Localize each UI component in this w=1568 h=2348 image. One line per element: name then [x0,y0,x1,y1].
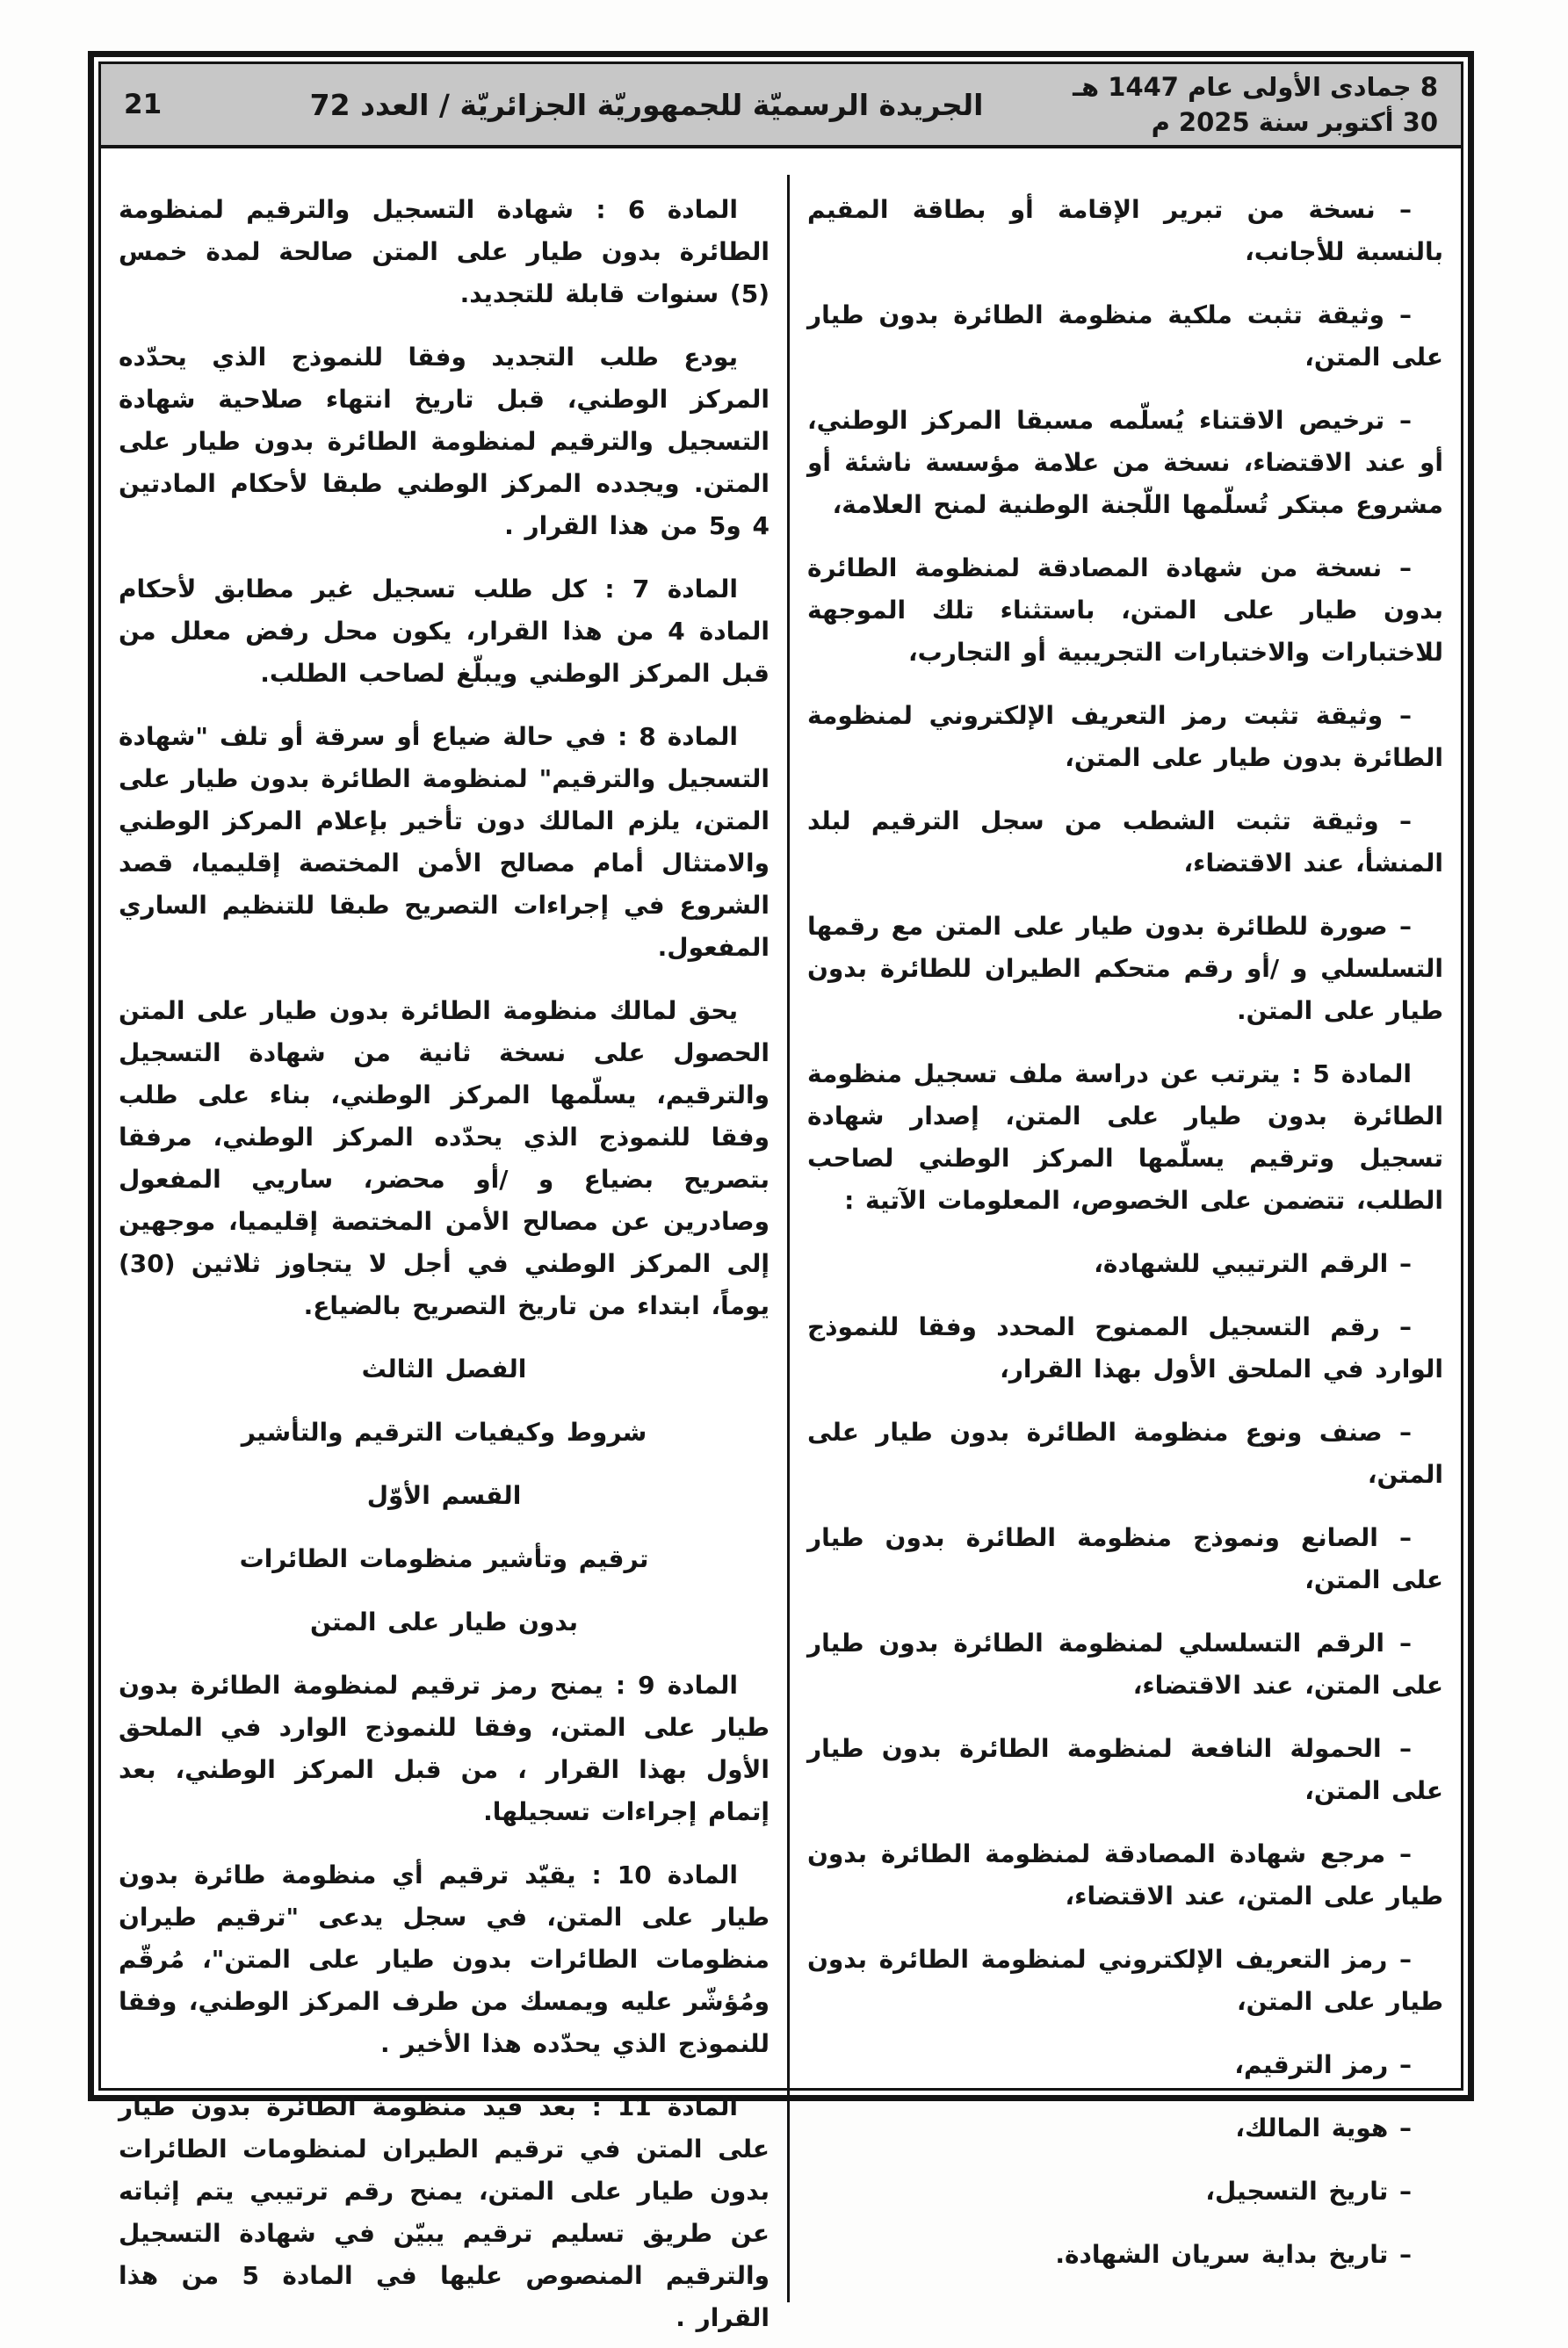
article-label: المادة 9 [638,1671,738,1700]
article-label: المادة 10 [617,1860,738,1889]
page-header [101,64,1461,148]
date-gregorian: 30 أكتوبر سنة 2025 م [1151,107,1438,137]
list-item: – تاريخ بداية سريان الشهادة. [1055,2240,1412,2269]
list-item: – وثيقة تثبت الشطب من سجل الترقيم لبلد المنشأ، عند الاقتضاء، [807,806,1443,878]
paragraph: يحق لمالك منظومة الطائرة بدون طيار على المتن الحصول على نسخة ثانية من شهادة التسجيل والترقيم، يسلّمها المركز الوطني، بناء على طلب وفقا للنموذج الذي يحدّده المركز الوطني، مرفقا بتصريح بضياع و /أو محضر، ساريي المفعول وصادرين عن مصالح الأمن المختصة إقليميا، موجهين إلى المركز الوطني في أجل لا يتجاوز ثلاثين (30) يوماً، ابتداء من تاريخ التصريح بالضياع. [119,996,770,1320]
list-item: – الرقم التسلسلي لمنظومة الطائرة بدون طيار على المتن، عند الاقتضاء، [807,1629,1443,1700]
issue-date [1073,69,1438,140]
list-item: – نسخة من تبرير الإقامة أو بطاقة المقيم بالنسبة للأجانب، [807,195,1443,266]
paragraph: يودع طلب التجديد وفقا للنموذج الذي يحدّده المركز الوطني، قبل تاريخ انتهاء صلاحية شهادة التسجيل والترقيم لمنظومة الطائرة بدون طيار على المتن. ويجدده المركز الوطني طبقا لأحكام المادتين 4 و5 من هذا القرار . [119,343,770,540]
section-heading: شروط وكيفيات الترقيم والتأشير [241,1418,647,1447]
article-label: المادة 7 [632,574,738,603]
list-item: – صنف ونوع منظومة الطائرة بدون طيار على المتن، [807,1418,1443,1489]
article-paragraph: المادة 6 : شهادة التسجيل والترقيم لمنظومة الطائرة بدون طيار على المتن صالحة لمدة خمس (5) سنوات قابلة للتجديد. [119,195,770,308]
body-columns [101,148,1461,2348]
list-item: – ترخيص الاقتناء يُسلّمه مسبقا المركز الوطني، أو عند الاقتضاء، نسخة من علامة مؤسسة ناشئة أو مشروع مبتكر تُسلّمها اللّجنة الوطنية لمنح العلامة، [807,406,1443,519]
date-hijri: 8 جمادى الأولى عام 1447 هـ [1073,72,1438,102]
list-item: – الصانع ونموذج منظومة الطائرة بدون طيار على المتن، [807,1523,1443,1594]
list-item: – وثيقة تثبت ملكية منظومة الطائرة بدون طيار على المتن، [807,300,1443,372]
list-item: – هوية المالك، [1235,2113,1412,2142]
journal-title: الجريدة الرسميّة للجمهوريّة الجزائريّة / العدد 72 [309,87,984,122]
article-paragraph: المادة 7 : كل طلب تسجيل غير مطابق لأحكام المادة 4 من هذا القرار، يكون محل رفض معلل من قبل المركز الوطني ويبلّغ لصاحب الطلب. [119,574,770,688]
section-heading: ترقيم وتأشير منظومات الطائرات [239,1544,649,1573]
list-item: – تاريخ التسجيل، [1205,2177,1412,2206]
column-divider [787,175,790,2302]
section-heading: القسم الأوّل [366,1481,522,1510]
list-item: – مرجع شهادة المصادقة لمنظومة الطائرة بدون طيار على المتن، عند الاقتضاء، [807,1839,1443,1911]
page-number: 21 [124,89,163,120]
section-heading: الفصل الثالث [361,1355,527,1384]
list-item: – رقم التسجيل الممنوح المحدد وفقا للنموذج الوارد في الملحق الأول بهذا القرار، [807,1312,1443,1384]
list-item: – نسخة من شهادة المصادقة لمنظومة الطائرة بدون طيار على المتن، باستثناء تلك الموجهة للاختبارات والاختبارات التجريبية أو التجارب، [807,553,1443,667]
article-paragraph: المادة 10 : يقيّد ترقيم أي منظومة طائرة بدون طيار على المتن، في سجل يدعى "ترقيم طيران منظومات الطائرات بدون طيار على المتن"، مُرقّم ومُؤشّر عليه ويمسك من طرف المركز الوطني، وفقا للنموذج الذي يحدّده هذا الأخير . [119,1860,770,2058]
list-item: – رمز الترقيم، [1234,2050,1412,2079]
list-item: – الرقم الترتيبي للشهادة، [1094,1249,1412,1278]
article-paragraph: المادة 5 : يترتب عن دراسة ملف تسجيل منظومة الطائرة بدون طيار على المتن، إصدار شهادة تسجيل وترقيم يسلّمها المركز الوطني لصاحب الطلب، تتضمن على الخصوص، المعلومات الآتية : [807,1059,1443,1215]
page-frame [88,51,1474,2332]
list-item: – وثيقة تثبت رمز التعريف الإلكتروني لمنظومة الطائرة بدون طيار على المتن، [807,701,1443,772]
article-label: المادة 5 [1312,1059,1412,1088]
article-label: المادة 6 [627,195,739,224]
right-column [795,189,1456,2339]
article-paragraph: المادة 11 : بعد قيد منظومة الطائرة بدون طيار على المتن في ترقيم الطيران لمنظومات الطائرات بدون طيار على المتن، يمنح رقم ترتيبي يتم إثباته عن طريق تسليم ترقيم يبيّن في شهادة التسجيل والترقيم المنصوص عليها في المادة 5 من هذا القرار . [119,2092,770,2332]
left-column [106,189,782,2339]
page-inner-frame [98,61,1463,2332]
section-heading: بدون طيار على المتن [309,1607,579,1636]
list-item: – رمز التعريف الإلكتروني لمنظومة الطائرة بدون طيار على المتن، [807,1945,1443,2016]
article-paragraph: المادة 8 : في حالة ضياع أو سرقة أو تلف "شهادة التسجيل والترقيم" لمنظومة الطائرة بدون طيار على المتن، يلزم المالك دون تأخير بإعلام المركز الوطني والامتثال أمام مصالح الأمن المختصة إقليميا، قصد الشروع في إجراءات التصريح طبقا للتنظيم الساري المفعول. [119,722,770,962]
list-item: – صورة للطائرة بدون طيار على المتن مع رقمها التسلسلي و /أو رقم متحكم الطيران للطائرة بدون طيار على المتن. [807,912,1443,1025]
list-item: – الحمولة النافعة لمنظومة الطائرة بدون طيار على المتن، [807,1734,1443,1805]
article-label: المادة 8 [639,722,738,751]
article-paragraph: المادة 9 : يمنح رمز ترقيم لمنظومة الطائرة بدون طيار على المتن، وفقا للنموذج الوارد في الملحق الأول بهذا القرار ، من قبل المركز الوطني، بعد إتمام إجراءات تسجيلها. [119,1671,770,1826]
article-label: المادة 11 [617,2092,739,2121]
